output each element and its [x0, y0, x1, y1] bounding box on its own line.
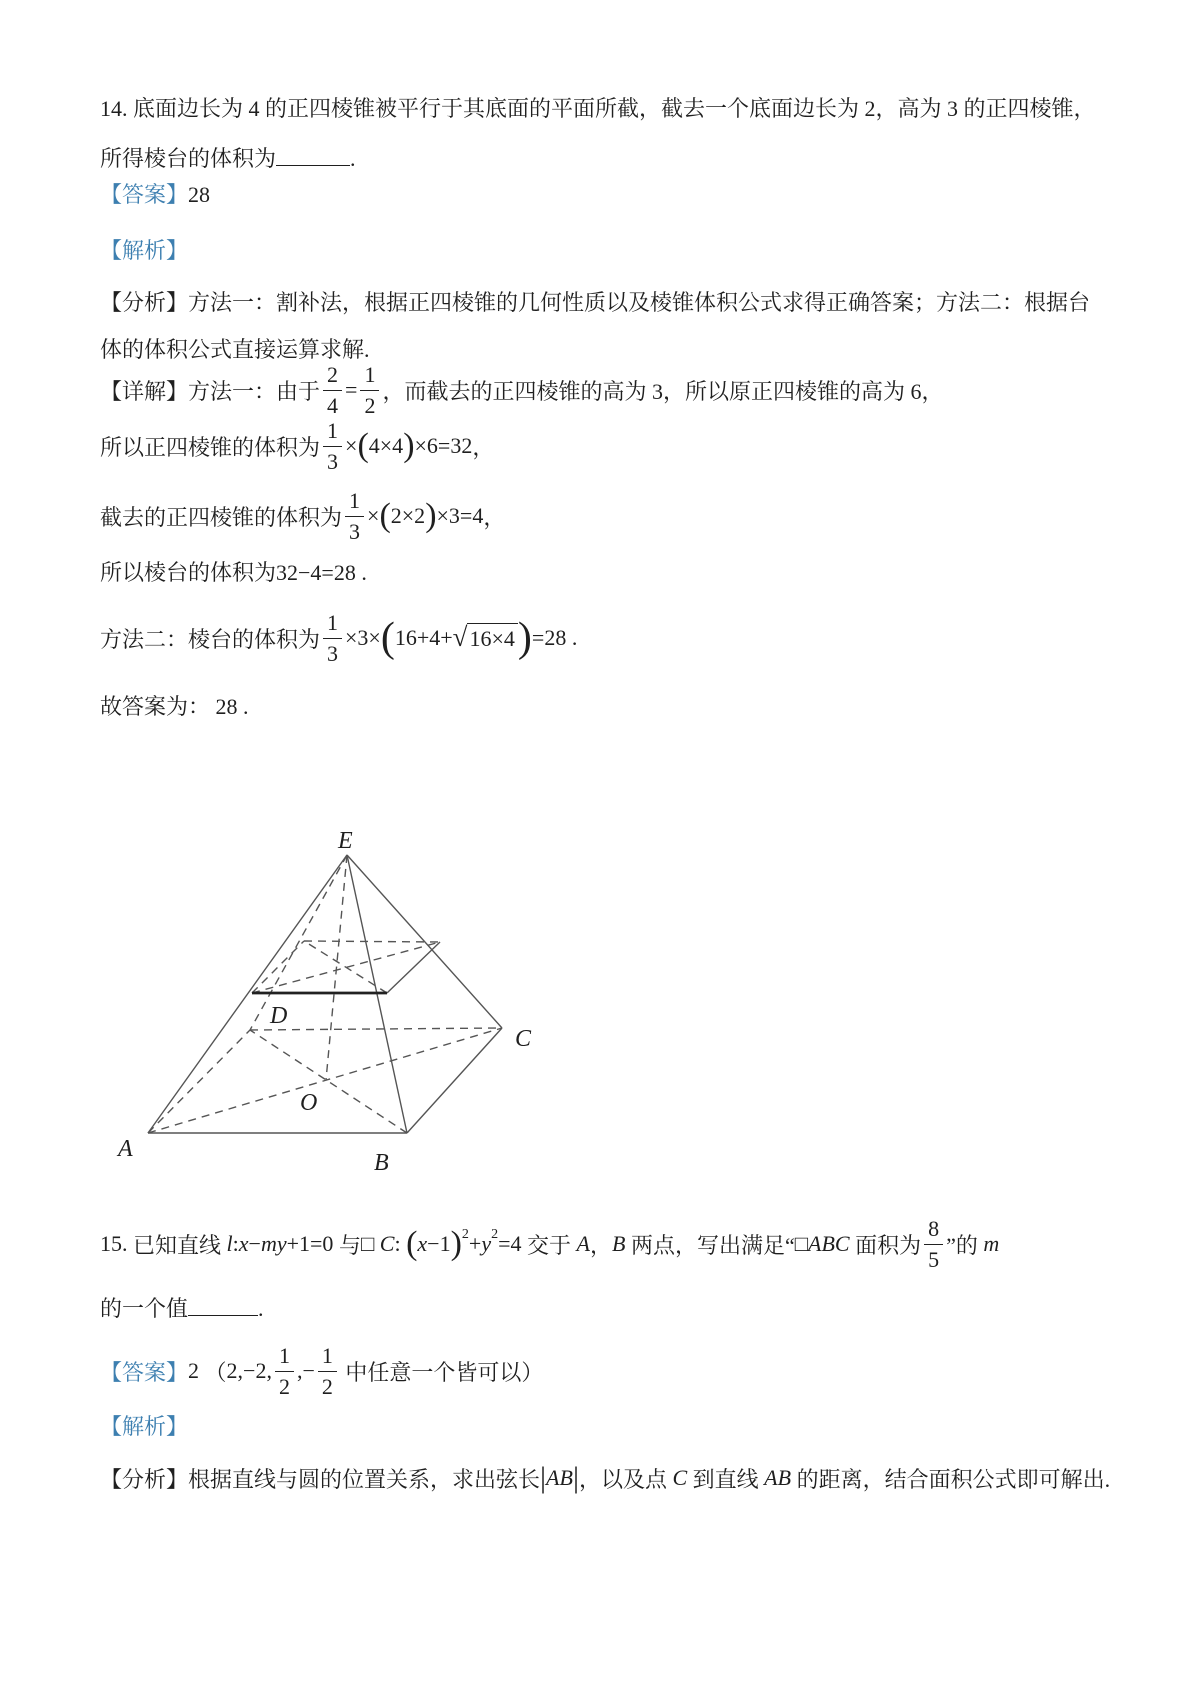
q14-vol2-line — [100, 482, 1112, 550]
q15-answer-part1: 2,−2, — [226, 1358, 272, 1383]
vertex-label-O: O — [300, 1090, 318, 1116]
fraction-denominator: 2 — [278, 1373, 290, 1399]
exponent-2: 2 — [491, 1227, 499, 1242]
minus-sign: − — [302, 1358, 315, 1383]
q15-t4: 两点，写出满足“ — [625, 1232, 795, 1258]
fraction-1-2 — [275, 1343, 294, 1399]
times-sign: × — [345, 433, 358, 458]
colon: : — [394, 1231, 407, 1256]
close-paren: ) — [403, 427, 415, 464]
q15-fenxi-t4: 的距离，结合面积公式即可解出. — [791, 1466, 1111, 1492]
close-paren: ) — [425, 497, 437, 534]
q14-m2-pre: 方法二：棱台的体积为 — [100, 626, 321, 652]
open-paren: ( — [357, 427, 369, 464]
fraction-denominator: 2 — [321, 1373, 333, 1399]
comma: , — [296, 1358, 303, 1383]
q15-eq4: =4 — [498, 1231, 522, 1256]
close-paren: ) — [517, 615, 532, 661]
abs-bar: | — [572, 1461, 579, 1494]
q14-stem — [100, 84, 1112, 184]
fraction-numerator: 1 — [323, 610, 342, 638]
fraction-numerator: 1 — [360, 362, 379, 390]
q14-vol3-line — [100, 558, 1112, 588]
q15-t6: ”的 — [946, 1232, 984, 1258]
q14-answer-label: 【答案】 — [100, 182, 189, 207]
fraction-denominator: 5 — [928, 1246, 940, 1272]
var-C: C — [672, 1465, 688, 1490]
fraction-denominator: 2 — [364, 392, 376, 418]
q14-method2-line — [100, 602, 1112, 674]
q14-vol2-inner: 2×2 — [390, 503, 426, 528]
q14-final-answer — [100, 692, 1112, 722]
q15-line2-text: 的一个值 — [100, 1296, 189, 1321]
vertex-label-C: C — [515, 1026, 532, 1052]
exponent-2: 2 — [461, 1227, 469, 1242]
q14-jiexi-label: 【解析】 — [100, 238, 189, 263]
q15-jiexi-label: 【解析】 — [100, 1414, 189, 1439]
q15-answer-blank — [188, 1315, 258, 1316]
q14-xiangjie-label: 【详解】 — [100, 378, 189, 404]
q15-stem-line1 — [100, 1210, 1112, 1278]
fraction-numerator: 1 — [275, 1343, 294, 1371]
q15-answer-value: 2 — [188, 1358, 205, 1383]
open-paren: ( — [379, 497, 391, 534]
q14-fenxi-text: 方法一：割补法，根据正四棱锥的几何性质以及棱锥体积公式求得正确答案；方法二：根据台体的体积公式直接运算求解. — [100, 290, 1091, 362]
q14-answer-blank — [276, 165, 350, 166]
fraction-numerator: 1 — [345, 488, 364, 516]
open-paren: ( — [380, 615, 395, 661]
var-ABC: ABC — [808, 1231, 850, 1256]
fraction-1-3 — [323, 418, 342, 474]
plus-sign: + — [468, 1231, 482, 1256]
q14-vol3-expr: 32−4=28 — [276, 560, 356, 585]
fraction-numerator: 1 — [323, 418, 342, 446]
close-paren: ) — [450, 1225, 462, 1262]
q15-answer — [100, 1338, 1112, 1404]
vertex-label-A: A — [118, 1136, 133, 1162]
q15-minus1: −1 — [427, 1231, 451, 1256]
abs-bar: | — [540, 1461, 547, 1494]
q14-m2-inner-pre: 16+4+ — [394, 625, 453, 650]
equals-sign: = — [345, 377, 358, 402]
q14-xiangjie-pre: 方法一：由于 — [188, 378, 321, 404]
q15-number: 15. — [100, 1231, 133, 1256]
q15-t3: 交于 — [521, 1232, 577, 1258]
q14-vol2-tail: ×3=4 — [436, 503, 484, 528]
square-root — [453, 623, 518, 652]
var-m: m — [983, 1231, 1000, 1256]
q14-vol1-comma: ， — [472, 434, 495, 460]
var-y: y — [481, 1231, 492, 1256]
var-x: x — [417, 1231, 428, 1256]
q15-rest1: +1=0 — [286, 1231, 334, 1256]
q14-m2-tail: =28 — [531, 625, 567, 650]
radicand: 16×4 — [467, 623, 518, 652]
q15-fenxi — [100, 1456, 1112, 1500]
q15-fenxi-t3: 到直线 — [687, 1466, 765, 1492]
q14-final-period: . — [237, 694, 249, 719]
q15-t5: 面积为 — [849, 1232, 922, 1258]
q14-answer — [100, 180, 1112, 210]
fraction-1-3 — [323, 610, 342, 666]
q14-vol1-inner: 4×4 — [368, 433, 404, 458]
fraction-1-2 — [360, 362, 379, 418]
fraction-numerator: 2 — [323, 362, 342, 390]
fraction-8-5 — [924, 1216, 943, 1272]
q14-vol2-comma: ， — [483, 504, 506, 530]
q14-fenxi-label: 【分析】 — [100, 290, 189, 315]
q14-m2-mid: ×3× — [345, 625, 381, 650]
open-fullwidth-paren: （ — [204, 1359, 227, 1385]
q14-final-value: 28 — [215, 694, 238, 719]
var-my: my — [260, 1231, 287, 1256]
q15-fenxi-t2: ，以及点 — [578, 1466, 673, 1492]
q15-t1: 已知直线 — [133, 1232, 227, 1258]
q14-vol3-pre: 所以棱台的体积为 — [100, 560, 277, 585]
fraction-1-3 — [345, 488, 364, 544]
fraction-denominator: 3 — [349, 518, 361, 544]
vertex-label-B: B — [374, 1150, 389, 1176]
minus-sign: − — [248, 1231, 261, 1256]
pyramid-figure — [90, 820, 570, 1180]
missing-glyph-box: □ — [360, 1231, 380, 1256]
var-A: A — [576, 1231, 590, 1256]
times-sign: × — [367, 503, 380, 528]
fraction-denominator: 3 — [327, 448, 339, 474]
q15-fenxi-label: 【分析】 — [100, 1466, 189, 1492]
fraction-numerator: 1 — [318, 1343, 337, 1371]
missing-glyph-box: □ — [794, 1231, 809, 1256]
q15-fenxi-t1: 根据直线与圆的位置关系，求出弦长 — [188, 1466, 541, 1492]
q15-line2-period: . — [258, 1296, 264, 1321]
q14-final-pre: 故答案为： — [100, 694, 216, 719]
var-AB: AB — [546, 1465, 573, 1490]
q14-vol3-period: . — [355, 560, 367, 585]
fraction-denominator: 4 — [327, 392, 339, 418]
q14-vol1-tail: ×6=32 — [414, 433, 473, 458]
q15-stem-line2 — [100, 1294, 1112, 1324]
var-C: C — [379, 1231, 395, 1256]
q14-m2-period: . — [566, 625, 578, 650]
q14-vol2-pre: 截去的正四棱锥的体积为 — [100, 504, 343, 530]
fraction-2-4 — [323, 362, 342, 418]
open-paren: ( — [406, 1225, 418, 1262]
colon: : — [232, 1231, 239, 1256]
q15-answer-rest: 中任意一个皆可以 — [339, 1359, 522, 1385]
q14-xiangjie-post: ，而截去的正四棱锥的高为 3，所以原正四棱锥的高为 6， — [382, 378, 944, 404]
q15-answer-label: 【答案】 — [100, 1359, 189, 1385]
close-fullwidth-paren: ） — [521, 1359, 544, 1385]
vertex-label-E: E — [338, 828, 353, 854]
var-AB: AB — [764, 1465, 792, 1490]
var-l: l — [226, 1231, 233, 1256]
q14-vol1-pre: 所以正四棱锥的体积为 — [100, 434, 321, 460]
vertex-label-D: D — [270, 1003, 288, 1029]
fraction-1-2 — [318, 1343, 337, 1399]
q14-jiexi — [100, 236, 1112, 266]
var-x: x — [238, 1231, 249, 1256]
q15-t2: 与 — [333, 1232, 361, 1258]
q14-answer-value: 28 — [188, 182, 211, 207]
q15-jiexi — [100, 1412, 1112, 1442]
fraction-numerator: 8 — [924, 1216, 943, 1244]
q14-stem-period: . — [350, 146, 356, 171]
var-B: B — [612, 1231, 626, 1256]
q14-vol1-line — [100, 412, 1112, 480]
fraction-denominator: 3 — [327, 640, 339, 666]
radical-sign: √ — [452, 622, 468, 653]
q14-stem-text: 14. 底面边长为 4 的正四棱锥被平行于其底面的平面所截，截去一个底面边长为 2，高为 3 的正四棱锥，所得棱台的体积为 — [100, 96, 1096, 171]
fullwidth-comma: ， — [589, 1232, 612, 1258]
